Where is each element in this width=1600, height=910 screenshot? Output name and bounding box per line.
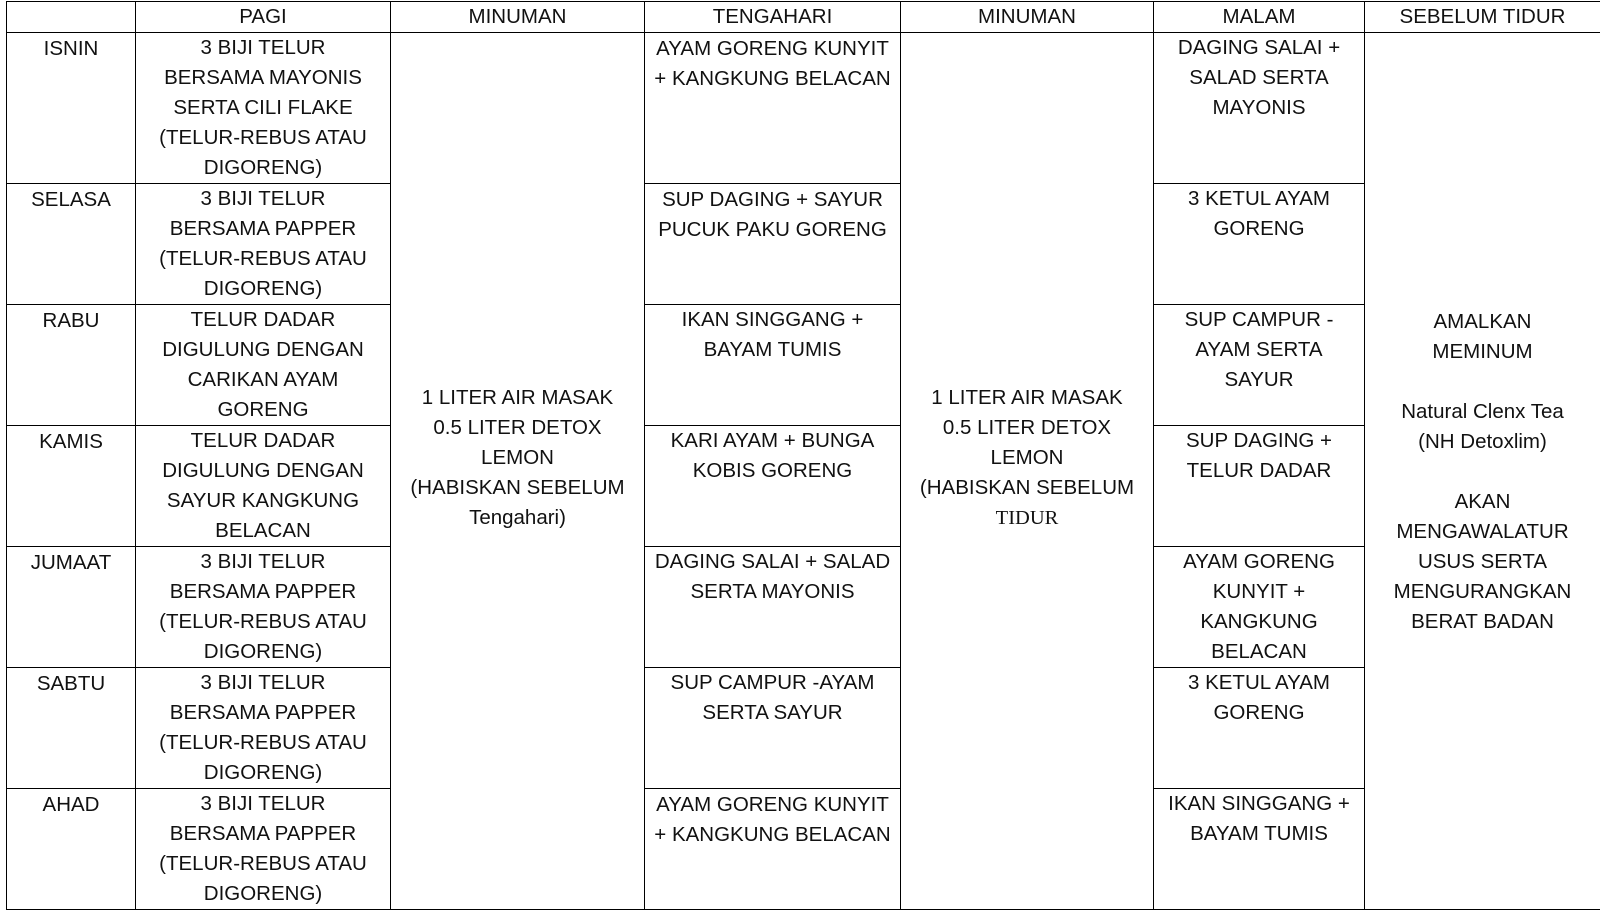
sebelum-tidur-line: BERAT BADAN [1369,607,1596,637]
minuman-tengahari-line: 0.5 LITER DETOX [905,413,1149,443]
table-row [7,305,1600,426]
header-pagi: PAGI [136,2,391,33]
sebelum-tidur-line: AMALKAN [1369,307,1596,337]
table-row [7,668,1600,789]
malam-cell: 3 KETUL AYAM GORENG [1154,184,1365,305]
tengahari-cell: AYAM GORENG KUNYIT + KANGKUNG BELACAN [645,789,901,910]
pagi-cell: 3 BIJI TELUR BERSAMA PAPPER (TELUR-REBUS ATAU DIGORENG) [136,547,391,668]
tengahari-cell: DAGING SALAI + SALAD SERTA MAYONIS [645,547,901,668]
table-row [7,184,1600,305]
table-row [7,33,1600,184]
tengahari-cell: SUP CAMPUR -AYAM SERTA SAYUR [645,668,901,789]
minuman-pagi-line: LEMON [395,443,640,473]
minuman-tengahari-cell [901,33,1154,910]
malam-cell: IKAN SINGGANG + BAYAM TUMIS [1154,789,1365,910]
pagi-cell: TELUR DADAR DIGULUNG DENGAN CARIKAN AYAM GORENG [136,305,391,426]
minuman-pagi-line: (HABISKAN SEBELUM [395,473,640,503]
minuman-pagi-line: 0.5 LITER DETOX [395,413,640,443]
malam-cell: AYAM GORENG KUNYIT + KANGKUNG BELACAN [1154,547,1365,668]
header-day [7,2,136,33]
tengahari-cell: SUP DAGING + SAYUR PUCUK PAKU GORENG [645,184,901,305]
minuman-tengahari-line: TIDUR [905,503,1149,533]
tengahari-cell: KARI AYAM + BUNGA KOBIS GORENG [645,426,901,547]
header-sebelum-tidur: SEBELUM TIDUR [1365,2,1600,33]
sebelum-tidur-cell [1365,33,1600,910]
minuman-tengahari-line: (HABISKAN SEBELUM [905,473,1149,503]
meal-plan-table [6,1,1600,910]
pagi-cell: 3 BIJI TELUR BERSAMA MAYONIS SERTA CILI FLAKE (TELUR-REBUS ATAU DIGORENG) [136,33,391,184]
header-minuman-1: MINUMAN [391,2,645,33]
pagi-cell: TELUR DADAR DIGULUNG DENGAN SAYUR KANGKUNG BELACAN [136,426,391,547]
tengahari-cell: AYAM GORENG KUNYIT + KANGKUNG BELACAN [645,33,901,184]
malam-cell: 3 KETUL AYAM GORENG [1154,668,1365,789]
day-cell: AHAD [7,789,136,910]
sebelum-tidur-line: MENGURANGKAN [1369,577,1596,607]
day-cell: SABTU [7,668,136,789]
sebelum-tidur-line: (NH Detoxlim) [1369,427,1596,457]
day-cell: ISNIN [7,33,136,184]
header-tengahari: TENGAHARI [645,2,901,33]
minuman-pagi-cell [391,33,645,910]
sebelum-tidur-line: USUS SERTA [1369,547,1596,577]
sebelum-tidur-line: MEMINUM [1369,337,1596,367]
spacer [1369,457,1596,487]
minuman-pagi-line: Tengahari) [395,503,640,533]
tengahari-cell: IKAN SINGGANG + BAYAM TUMIS [645,305,901,426]
header-malam: MALAM [1154,2,1365,33]
sebelum-tidur-line: MENGAWALATUR [1369,517,1596,547]
sebelum-tidur-line: AKAN [1369,487,1596,517]
table-row [7,789,1600,910]
minuman-pagi-line: 1 LITER AIR MASAK [395,383,640,413]
sebelum-tidur-line: Natural Clenx Tea [1369,397,1596,427]
malam-cell: SUP DAGING + TELUR DADAR [1154,426,1365,547]
minuman-tengahari-line: LEMON [905,443,1149,473]
pagi-cell: 3 BIJI TELUR BERSAMA PAPPER (TELUR-REBUS ATAU DIGORENG) [136,789,391,910]
day-cell: SELASA [7,184,136,305]
spacer [1369,367,1596,397]
table-row [7,426,1600,547]
header-row [7,2,1600,33]
pagi-cell: 3 BIJI TELUR BERSAMA PAPPER (TELUR-REBUS ATAU DIGORENG) [136,184,391,305]
day-cell: KAMIS [7,426,136,547]
malam-cell: SUP CAMPUR -AYAM SERTA SAYUR [1154,305,1365,426]
table-row [7,547,1600,668]
malam-cell: DAGING SALAI + SALAD SERTA MAYONIS [1154,33,1365,184]
header-minuman-2: MINUMAN [901,2,1154,33]
day-cell: JUMAAT [7,547,136,668]
day-cell: RABU [7,305,136,426]
pagi-cell: 3 BIJI TELUR BERSAMA PAPPER (TELUR-REBUS ATAU DIGORENG) [136,668,391,789]
minuman-tengahari-line: 1 LITER AIR MASAK [905,383,1149,413]
